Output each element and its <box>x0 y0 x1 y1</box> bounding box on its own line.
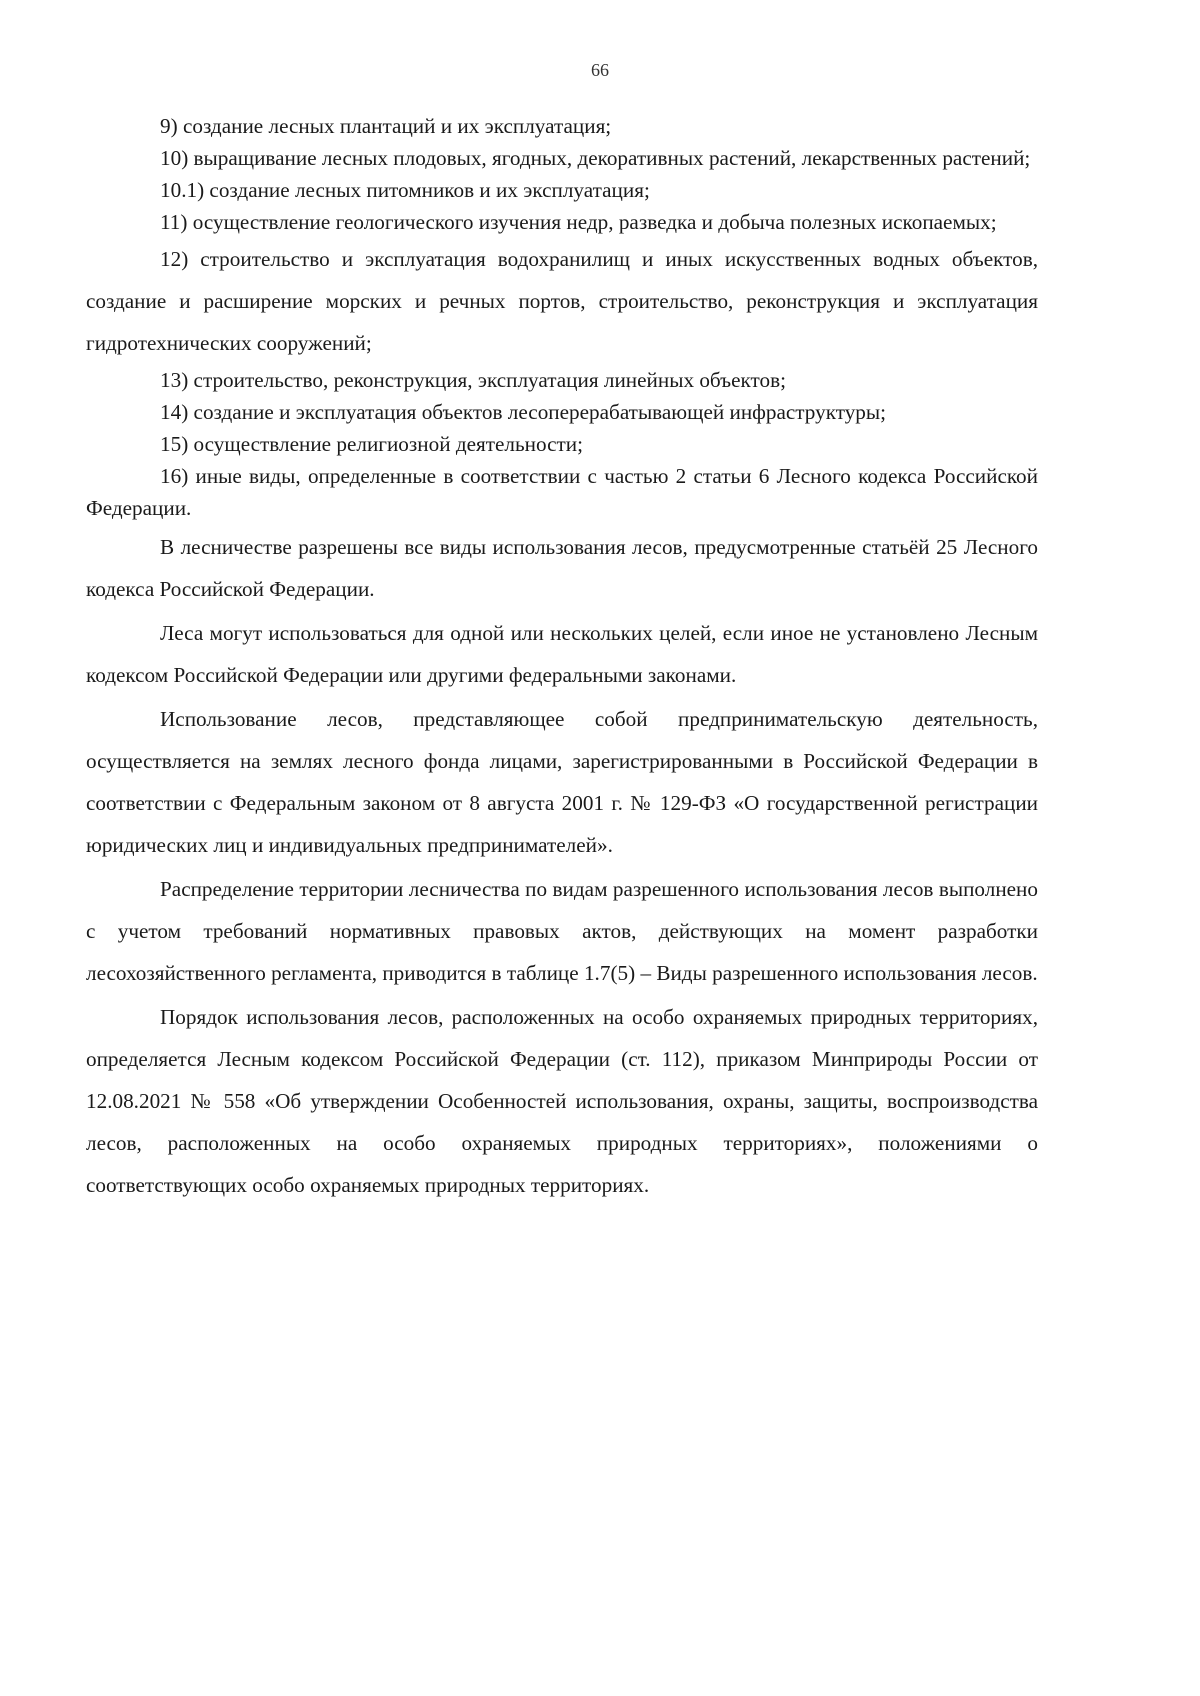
list-item: 10.1) создание лесных питомников и их эксплуатация; <box>160 178 650 202</box>
page-body <box>86 110 1038 1206</box>
paragraph: Леса могут использоваться для одной или нескольких целей, если иное не установлено Лесным кодексом Российской Федерации или другими федеральными законами. <box>86 621 1038 687</box>
list-item: 13) строительство, реконструкция, эксплуатация линейных объектов; <box>160 368 787 392</box>
paragraph: Распределение территории лесничества по видам разрешенного использования лесов выполнено с учетом требований нормативных правовых актов, действующих на момент разработки лесохозяйственного регламента, приводится в таблице 1.7(5) – Виды разрешенного использования лесов. <box>86 877 1038 985</box>
list-item: 12) строительство и эксплуатация водохранилищ и иных искусственных водных объектов, создание и расширение морских и речных портов, строительство, реконструкция и эксплуатация гидротехнических сооружений; <box>86 247 1038 355</box>
list-item: 14) создание и эксплуатация объектов лесоперерабатывающей инфраструктуры; <box>160 400 887 424</box>
list-item: 16) иные виды, определенные в соответствии с частью 2 статьи 6 Лесного кодекса Российской Федерации. <box>86 464 1038 520</box>
page-number: 66 <box>591 60 609 80</box>
list-item: 9) создание лесных плантаций и их эксплуатация; <box>160 114 612 138</box>
list-item: 11) осуществление геологического изучения недр, разведка и добыча полезных ископаемых; <box>160 210 997 234</box>
paragraph: Использование лесов, представляющее собой предпринимательскую деятельность, осуществляется на землях лесного фонда лицами, зарегистрированными в Российской Федерации в соответствии с Федеральным законом от 8 августа 2001 г. № 129-ФЗ «О государственной регистрации юридических лиц и индивидуальных предпринимателей». <box>86 707 1038 857</box>
paragraph: Порядок использования лесов, расположенных на особо охраняемых природных территориях, определяется Лесным кодексом Российской Федерации (ст. 112), приказом Минприроды России от 12.08.2021 № 558 «Об утверждении Особенностей использования, охраны, защиты, воспроизводства лесов, расположенных на особо охраняемых природных территориях», положениями о соответствующих особо охраняемых природных территориях. <box>86 1005 1038 1197</box>
paragraph: В лесничестве разрешены все виды использования лесов, предусмотренные статьёй 25 Лесного кодекса Российской Федерации. <box>86 535 1038 601</box>
list-item: 15) осуществление религиозной деятельности; <box>160 432 584 456</box>
list-item: 10) выращивание лесных плодовых, ягодных, декоративных растений, лекарственных растений; <box>160 146 1031 170</box>
